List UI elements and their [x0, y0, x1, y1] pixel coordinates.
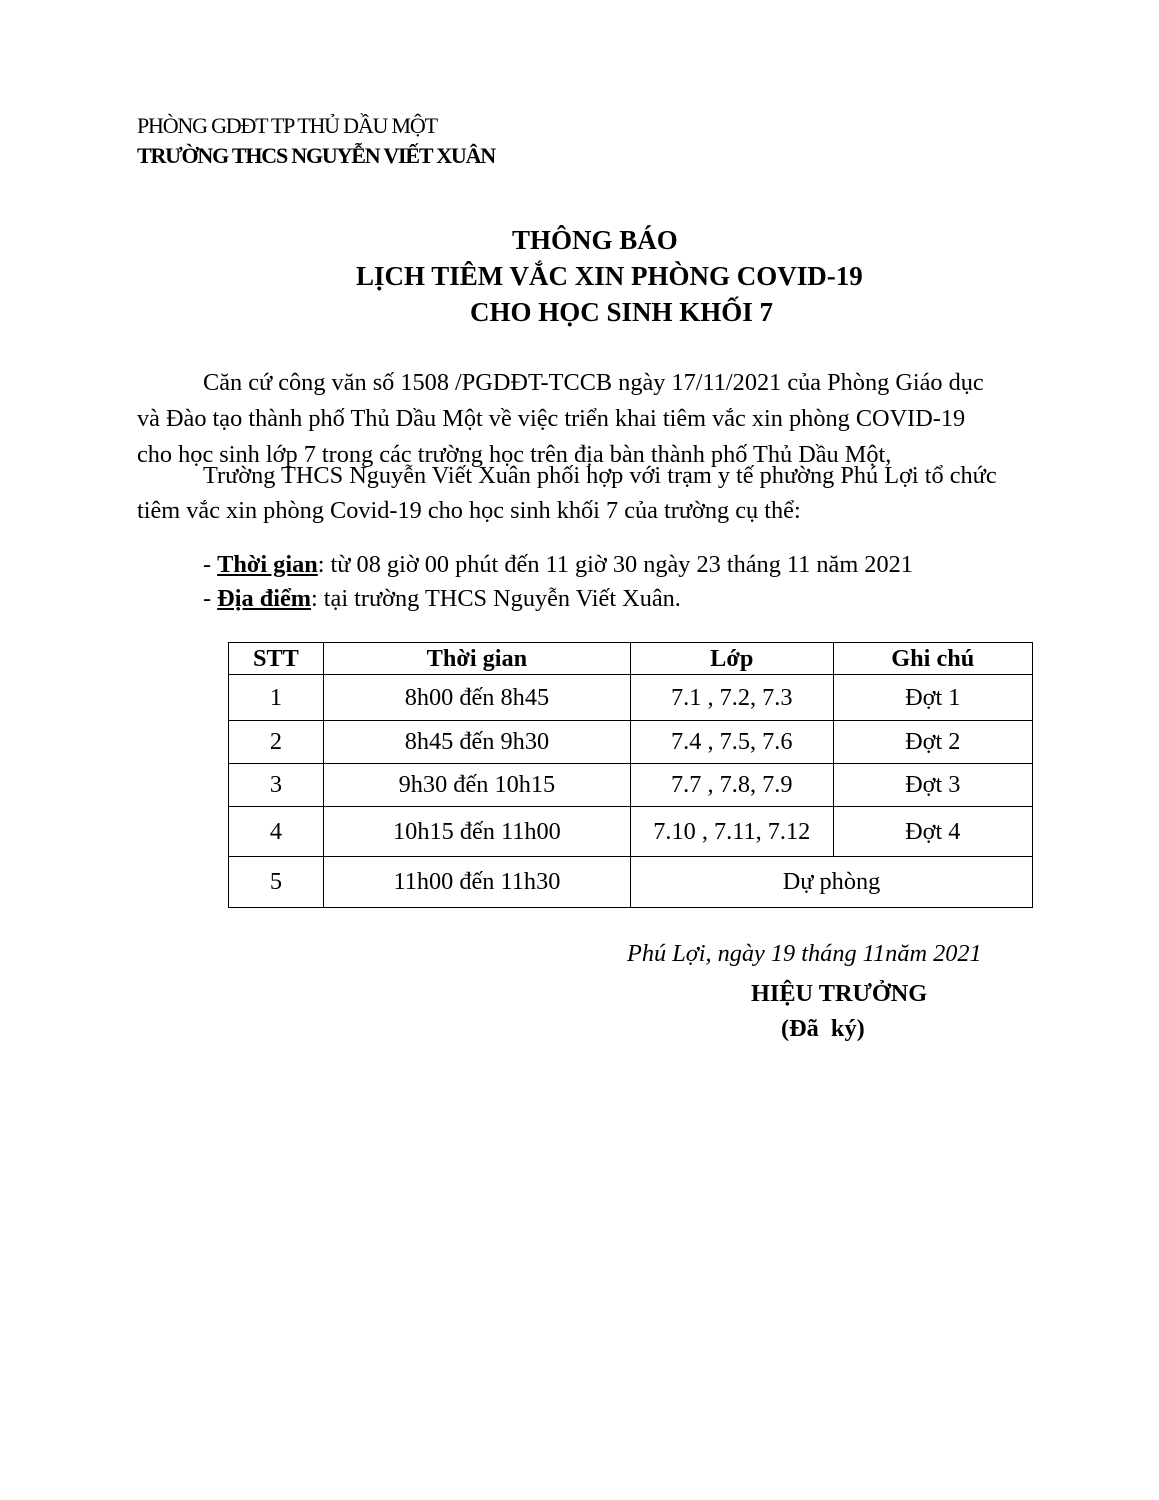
cell-stt: 1	[229, 675, 324, 721]
signature-place-date: Phú Lợi, ngày 19 tháng 11năm 2021	[627, 940, 982, 967]
body-paragraph-1-line-1: Căn cứ công văn số 1508 /PGDĐT-TCCB ngày 17/11/2021 của Phòng Giáo dục	[203, 369, 984, 396]
vaccination-schedule-table	[228, 642, 1033, 908]
place-value: : tại trường THCS Nguyễn Viết Xuân.	[310, 585, 681, 612]
cell-time: 9h30 đến 10h15	[323, 764, 630, 807]
document-title: THÔNG BÁO	[512, 225, 678, 255]
cell-class: 7.10 , 7.11, 7.12	[631, 807, 833, 857]
schedule-place-line	[203, 581, 681, 617]
cell-reserve: Dự phòng	[631, 857, 1033, 908]
table-row	[229, 764, 1033, 807]
body-paragraph-2-line-1: Trường THCS Nguyễn Viết Xuân phối hợp với trạm y tế phường Phú Lợi tổ chức	[203, 462, 997, 489]
header-class: Lớp	[631, 643, 833, 675]
body-paragraph-2-line-2: tiêm vắc xin phòng Covid-19 cho học sinh khối 7 của trường cụ thể:	[137, 497, 801, 524]
document-subtitle-line1: LỊCH TIÊM VẮC XIN PHÒNG COVID-19	[356, 261, 863, 291]
cell-time: 10h15 đến 11h00	[323, 807, 630, 857]
time-value: : từ 08 giờ 00 phút đến 11 giờ 30 ngày 23 tháng 11 năm 2021	[317, 551, 913, 578]
table-row	[229, 807, 1033, 857]
header-stt: STT	[229, 643, 324, 675]
table-row	[229, 721, 1033, 764]
issuing-department: PHÒNG GDĐT TP THỦ DẦU MỘT	[137, 113, 437, 138]
place-label: Địa điểm	[217, 585, 311, 612]
cell-stt: 2	[229, 721, 324, 764]
signature-note: (Đã ký)	[781, 1015, 865, 1042]
header-time: Thời gian	[323, 643, 630, 675]
signature-position: HIỆU TRƯỞNG	[751, 980, 928, 1007]
cell-stt: 4	[229, 807, 324, 857]
cell-class: 7.1 , 7.2, 7.3	[631, 675, 833, 721]
cell-note: Đợt 2	[833, 721, 1033, 764]
place-prefix: -	[203, 585, 218, 612]
document-subtitle-line2: CHO HỌC SINH KHỐI 7	[470, 297, 774, 327]
cell-time: 8h45 đến 9h30	[323, 721, 630, 764]
table-header-row	[229, 643, 1033, 675]
cell-time: 8h00 đến 8h45	[323, 675, 630, 721]
cell-note: Đợt 3	[833, 764, 1033, 807]
cell-stt: 3	[229, 764, 324, 807]
body-paragraph-1-line-2: và Đào tạo thành phố Thủ Dầu Một về việc triển khai tiêm vắc xin phòng COVID-19	[137, 405, 966, 432]
body-paragraph-1-line-3: cho học sinh lớp 7 trong các trường học trên địa bàn thành phố Thủ Dầu Một,	[137, 441, 892, 468]
time-prefix: -	[203, 551, 218, 578]
table-row	[229, 857, 1033, 908]
school-name: TRƯỜNG THCS NGUYỄN VIẾT XUÂN	[137, 143, 495, 168]
cell-note: Đợt 4	[833, 807, 1033, 857]
time-label: Thời gian	[217, 551, 318, 578]
schedule-time-line	[203, 547, 913, 583]
cell-note: Đợt 1	[833, 675, 1033, 721]
cell-stt: 5	[229, 857, 324, 908]
cell-time: 11h00 đến 11h30	[323, 857, 630, 908]
table-row	[229, 675, 1033, 721]
cell-class: 7.4 , 7.5, 7.6	[631, 721, 833, 764]
cell-class: 7.7 , 7.8, 7.9	[631, 764, 833, 807]
header-note: Ghi chú	[833, 643, 1033, 675]
